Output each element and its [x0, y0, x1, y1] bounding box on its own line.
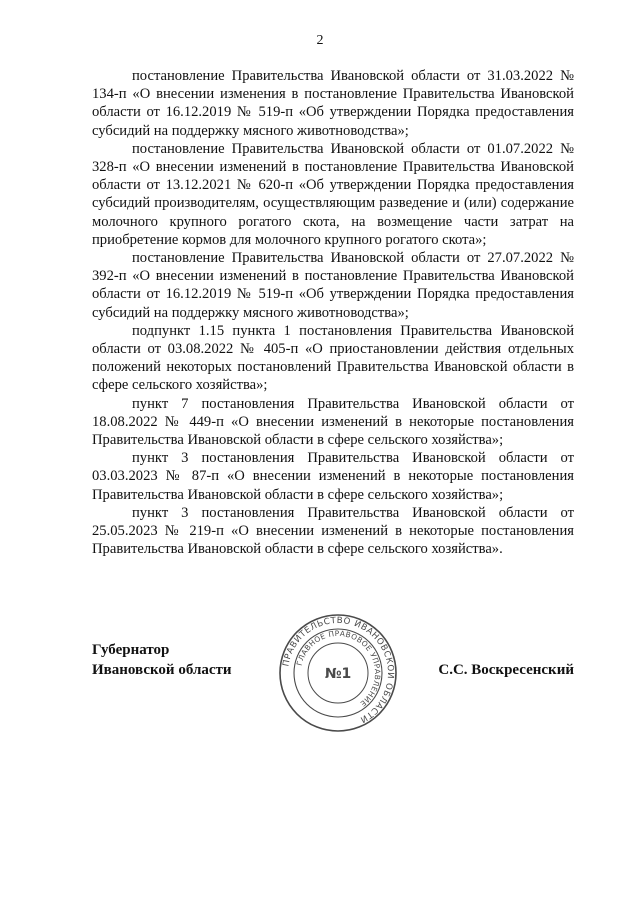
stamp-outer-text: ПРАВИТЕЛЬСТВО ИВАНОВСКОЙ ОБЛАСТИ [281, 615, 396, 725]
signature-block [92, 615, 574, 750]
signer-position-line: Губернатор [92, 642, 170, 658]
paragraph: подпункт 1.15 пункта 1 постановления Правительства Ивановской области от 03.08.2022 № 405-п «О приостановлении действия отдельных положений некоторых постановлений Правительства Ивановской области в сфере сельского хозяйства»; [92, 322, 574, 394]
signer-position [92, 640, 232, 680]
paragraph: пункт 3 постановления Правительства Ивановской области от 25.05.2023 № 219-п «О внесении изменений в некоторые постановления Правительства Ивановской области в сфере сельского хозяйства». [92, 504, 574, 558]
paragraph: пункт 7 постановления Правительства Ивановской области от 18.08.2022 № 449-п «О внесении изменений в некоторые постановления Правительства Ивановской области в сфере сельского хозяйства»; [92, 395, 574, 449]
paragraph: постановление Правительства Ивановской области от 31.03.2022 № 134-п «О внесении изменения в постановление Правительства Ивановской области от 16.12.2019 № 519-п «Об утверждении Порядка предоставления субсидий на поддержку мясного животноводства»; [92, 68, 574, 139]
signer-position-line: Ивановской области [92, 662, 232, 678]
signer-name: С.С. Воскресенский [438, 662, 574, 678]
stamp-inner-text: ГЛАВНОЕ ПРАВОВОЕ УПРАВЛЕНИЕ [294, 628, 383, 709]
stamp-number: №1 [324, 666, 352, 682]
paragraph: постановление Правительства Ивановской области от 01.07.2022 № 328-п «О внесении изменений в постановление Правительства Ивановской области от 13.12.2021 № 620-п «Об утверждении Порядка предоставления субсидий производителям, осуществляющим разведение и (или) содержание молочного крупного рогатого скота, на возмещение части затрат на приобретение кормов для молочного крупного рогатого скота»; [92, 140, 574, 248]
paragraph: пункт 3 постановления Правительства Ивановской области от 03.03.2023 № 87-п «О внесении изменений в некоторые постановления Правительства Ивановской области в сфере сельского хозяйства»; [92, 450, 574, 503]
paragraph: постановление Правительства Ивановской области от 27.07.2022 № 392-п «О внесении изменений в постановление Правительства Ивановской области от 16.12.2019 № 519-п «Об утверждении Порядка предоставления субсидий на поддержку мясного животноводства»; [92, 250, 574, 321]
page-number: 2 [316, 33, 324, 48]
official-stamp [277, 612, 399, 734]
stamp-seal-icon [277, 612, 399, 734]
document-body [92, 67, 574, 558]
